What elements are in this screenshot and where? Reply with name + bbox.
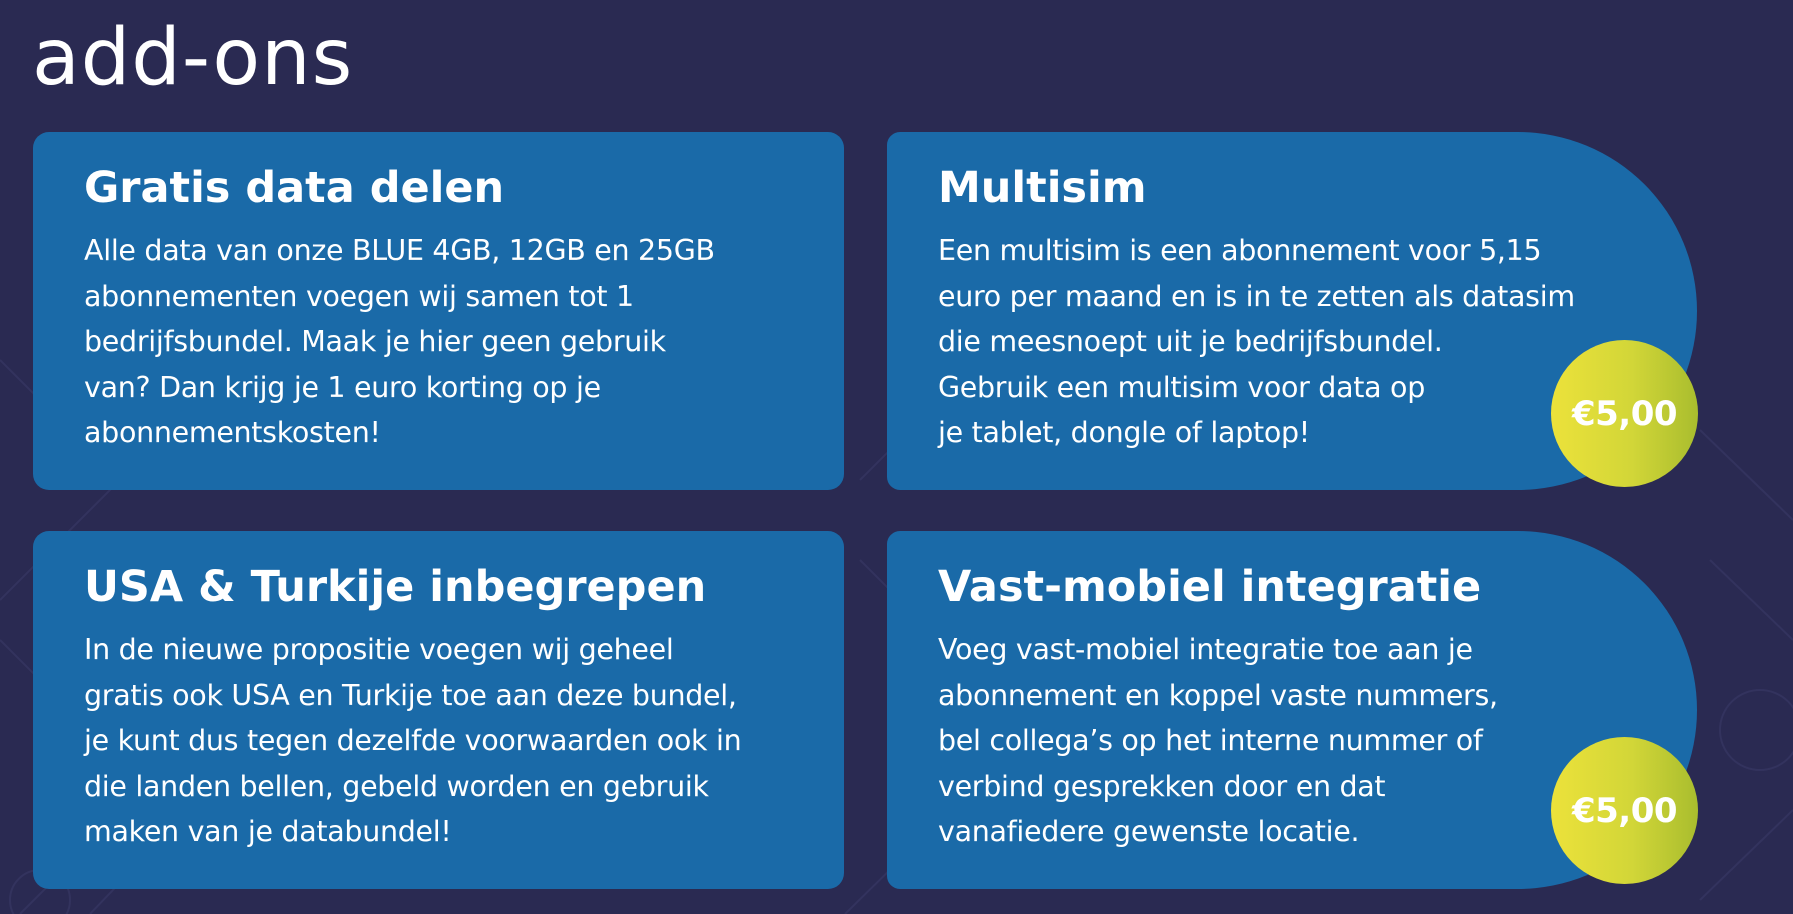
- card-description-line: maken van je databundel!: [84, 815, 452, 848]
- card-description-line: verbind gesprekken door en dat: [938, 769, 1386, 803]
- price-badge-vast-mobiel: €5,00: [1551, 737, 1698, 884]
- card-description-line: Alle data van onze BLUE 4GB, 12GB en 25GB: [84, 234, 715, 267]
- card-title: USA & Turkije inbegrepen: [84, 562, 707, 612]
- card-description-line: je tablet, dongle of laptop!: [938, 416, 1310, 449]
- card-description: [938, 228, 1658, 456]
- card-description: [84, 627, 814, 855]
- card-description-line: euro per maand en is in te zetten als datasim: [938, 279, 1575, 313]
- card-description-line: bel collega’s op het interne nummer of: [938, 724, 1483, 757]
- addon-card-usa-turkije: [33, 531, 844, 889]
- card-title: Gratis data delen: [84, 163, 505, 213]
- price-badge-multisim: €5,00: [1551, 340, 1698, 487]
- card-description-line: abonnementskosten!: [84, 416, 381, 449]
- card-description-line: je kunt dus tegen dezelfde voorwaarden ook in: [84, 724, 742, 757]
- card-description: [84, 228, 814, 456]
- card-description: [938, 627, 1658, 855]
- card-description-line: Voeg vast-mobiel integratie toe aan je: [938, 633, 1473, 666]
- card-title: Vast-mobiel integratie: [938, 562, 1482, 612]
- page-title: add-ons: [32, 13, 354, 103]
- card-description-line: vanafiedere gewenste locatie.: [938, 815, 1360, 848]
- card-description-line: van? Dan krijg je 1 euro korting op je: [84, 370, 601, 404]
- card-description-line: abonnementen voegen wij samen tot 1: [84, 279, 634, 313]
- card-title: Multisim: [938, 163, 1147, 213]
- card-description-line: In de nieuwe propositie voegen wij geheel: [84, 633, 674, 666]
- card-description-line: die landen bellen, gebeld worden en gebruik: [84, 769, 709, 803]
- card-description-line: gratis ook USA en Turkije toe aan deze bundel,: [84, 678, 737, 712]
- card-description-line: Een multisim is een abonnement voor 5,15: [938, 234, 1542, 267]
- card-description-line: die meesnoept uit je bedrijfsbundel.: [938, 325, 1443, 358]
- card-description-line: Gebruik een multisim voor data op: [938, 370, 1425, 404]
- card-description-line: abonnement en koppel vaste nummers,: [938, 678, 1498, 712]
- card-description-line: bedrijfsbundel. Maak je hier geen gebruik: [84, 325, 666, 358]
- addon-card-gratis-data-delen: [33, 132, 844, 490]
